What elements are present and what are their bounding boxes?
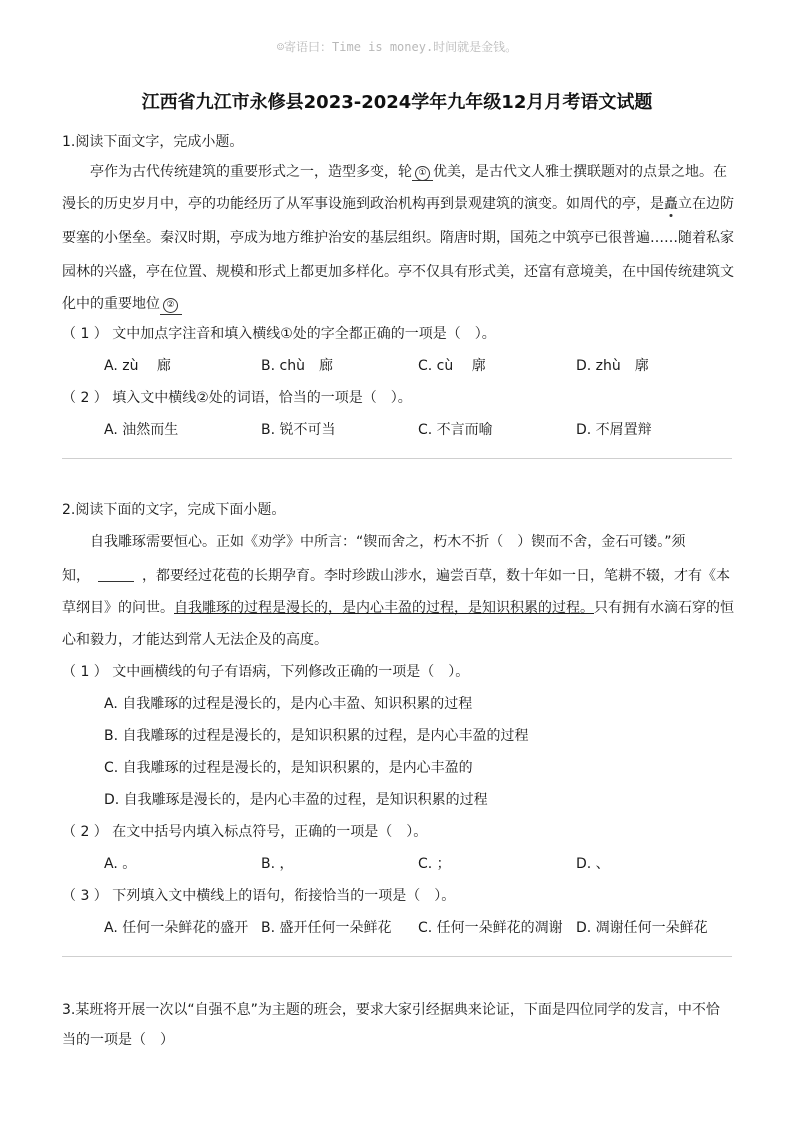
q1-passage-line-4: 园林的兴盛，亭在位置、规模和形式上都更加多样化。亭不仅具有形式美，还富有意境美，在中国传统建筑文 <box>62 264 734 280</box>
page-title: 江西省九江市永修县2023-2024学年九年级12月月考语文试题 <box>141 92 653 113</box>
q1-sub2-option-d[interactable]: D. 不屑置辩 <box>576 422 652 438</box>
q2-sub1-option-a[interactable]: A. 自我雕琢的过程是漫长的，是内心丰盈、知识积累的过程 <box>104 696 473 712</box>
q2-sub2-option-b[interactable]: B. ， <box>261 856 294 872</box>
q2-sub1-option-c[interactable]: C. 自我雕琢的过程是漫长的，是知识积累的，是内心丰盈的 <box>104 760 473 776</box>
q3-stem-line-1: 3.某班将开展一次以“自强不息”为主题的班会，要求大家引经据典来论证，下面是四位同学的发言，中不恰 <box>62 1002 720 1018</box>
q1-passage-line-1: 亭作为古代传统建筑的重要形式之一，造型多变，轮 ① 优美，是古代文人雅士撰联题对的点景之地。在 <box>90 164 727 180</box>
q1-passage-line-2: 漫长的历史岁月中，亭的功能经历了从军事设施到政治机构再到景观建筑的演变。如周代的亭，是矗立在边防 <box>62 196 734 212</box>
q1-heading: 1.阅读下面文字，完成小题。 <box>62 134 244 150</box>
q2-sub1-option-d[interactable]: D. 自我雕琢是漫长的，是内心丰盈的过程，是知识积累的过程 <box>104 792 488 808</box>
q1-sub2-stem: （ 2 ） 填入文中横线②处的词语，恰当的一项是（ ）。 <box>62 390 412 406</box>
q2-passage-line-1: 自我雕琢需要恒心。正如《劝学》中所言：“锲而舍之，朽木不折（ ）锲而不舍，金石可镂。”须 <box>90 534 686 550</box>
q2-sub3-option-c[interactable]: C. 任何一朵鲜花的凋谢 <box>418 920 563 936</box>
q1-sub1-option-c[interactable]: C. cù 廓 <box>418 358 486 374</box>
q1-sub1-stem: （ 1 ） 文中加点字注音和填入横线①处的字全都正确的一项是（ ）。 <box>62 326 496 342</box>
section-divider <box>62 458 732 459</box>
fill-blank <box>98 567 134 582</box>
q2-sub2-option-a[interactable]: A. 。 <box>104 856 137 872</box>
q1-sub2-option-a[interactable]: A. 油然而生 <box>104 422 179 438</box>
circled-one-icon: ① <box>415 166 430 181</box>
q2-passage-line-2: 知， ，都要经过花苞的长期孕育。李时珍跋山涉水，遍尝百草，数十年如一日，笔耕不辍，才有《本 <box>62 568 730 584</box>
q2-sub1-option-b[interactable]: B. 自我雕琢的过程是漫长的，是知识积累的过程，是内心丰盈的过程 <box>104 728 529 744</box>
circled-two-icon: ② <box>163 298 178 313</box>
q1-passage-line-5: 化中的重要地位 ② <box>62 294 182 315</box>
q2-sub3-option-b[interactable]: B. 盛开任何一朵鲜花 <box>261 920 392 936</box>
q2-sub1-stem: （ 1 ） 文中画横线的句子有语病，下列修改正确的一项是（ ）。 <box>62 664 470 680</box>
q2-sub2-stem: （ 2 ） 在文中括号内填入标点符号，正确的一项是（ ）。 <box>62 824 428 840</box>
q1-sub2-option-b[interactable]: B. 锐不可当 <box>261 422 336 438</box>
q2-sub3-option-d[interactable]: D. 凋谢任何一朵鲜花 <box>576 920 708 936</box>
q3-stem-line-2: 当的一项是（ ） <box>62 1032 174 1048</box>
q1-sub1-option-a[interactable]: A. zù 廊 <box>104 358 171 374</box>
q1-passage-line-3: 要塞的小堡垒。秦汉时期，亭成为地方维护治安的基层组织。隋唐时期，国苑之中筑亭已很普遍……随着私家 <box>62 230 734 246</box>
q1-sub2-option-c[interactable]: C. 不言而喻 <box>418 422 493 438</box>
q1-sub1-option-d[interactable]: D. zhù 廓 <box>576 358 649 374</box>
q2-sub2-option-d[interactable]: D. 、 <box>576 856 610 872</box>
dotted-character: 矗 <box>664 196 678 212</box>
underlined-sentence: 自我雕琢的过程是漫长的，是内心丰盈的过程，是知识积累的过程。 <box>174 600 594 616</box>
section-divider <box>62 956 732 957</box>
q2-sub3-stem: （ 3 ） 下列填入文中横线上的语句，衔接恰当的一项是（ ）。 <box>62 888 456 904</box>
q2-passage-line-4: 心和毅力，才能达到常人无法企及的高度。 <box>62 632 328 648</box>
q2-heading: 2.阅读下面的文字，完成下面小题。 <box>62 502 286 518</box>
q2-sub3-option-a[interactable]: A. 任何一朵鲜花的盛开 <box>104 920 249 936</box>
q2-passage-line-3: 草纲目》的问世。自我雕琢的过程是漫长的，是内心丰盈的过程，是知识积累的过程。只有拥有水滴石穿的恒 <box>62 600 734 616</box>
q1-sub1-option-b[interactable]: B. chù 廊 <box>261 358 333 374</box>
watermark: ☺寄语曰：Time is money.时间就是金钱。 <box>276 40 518 54</box>
q2-sub2-option-c[interactable]: C. ； <box>418 856 451 872</box>
